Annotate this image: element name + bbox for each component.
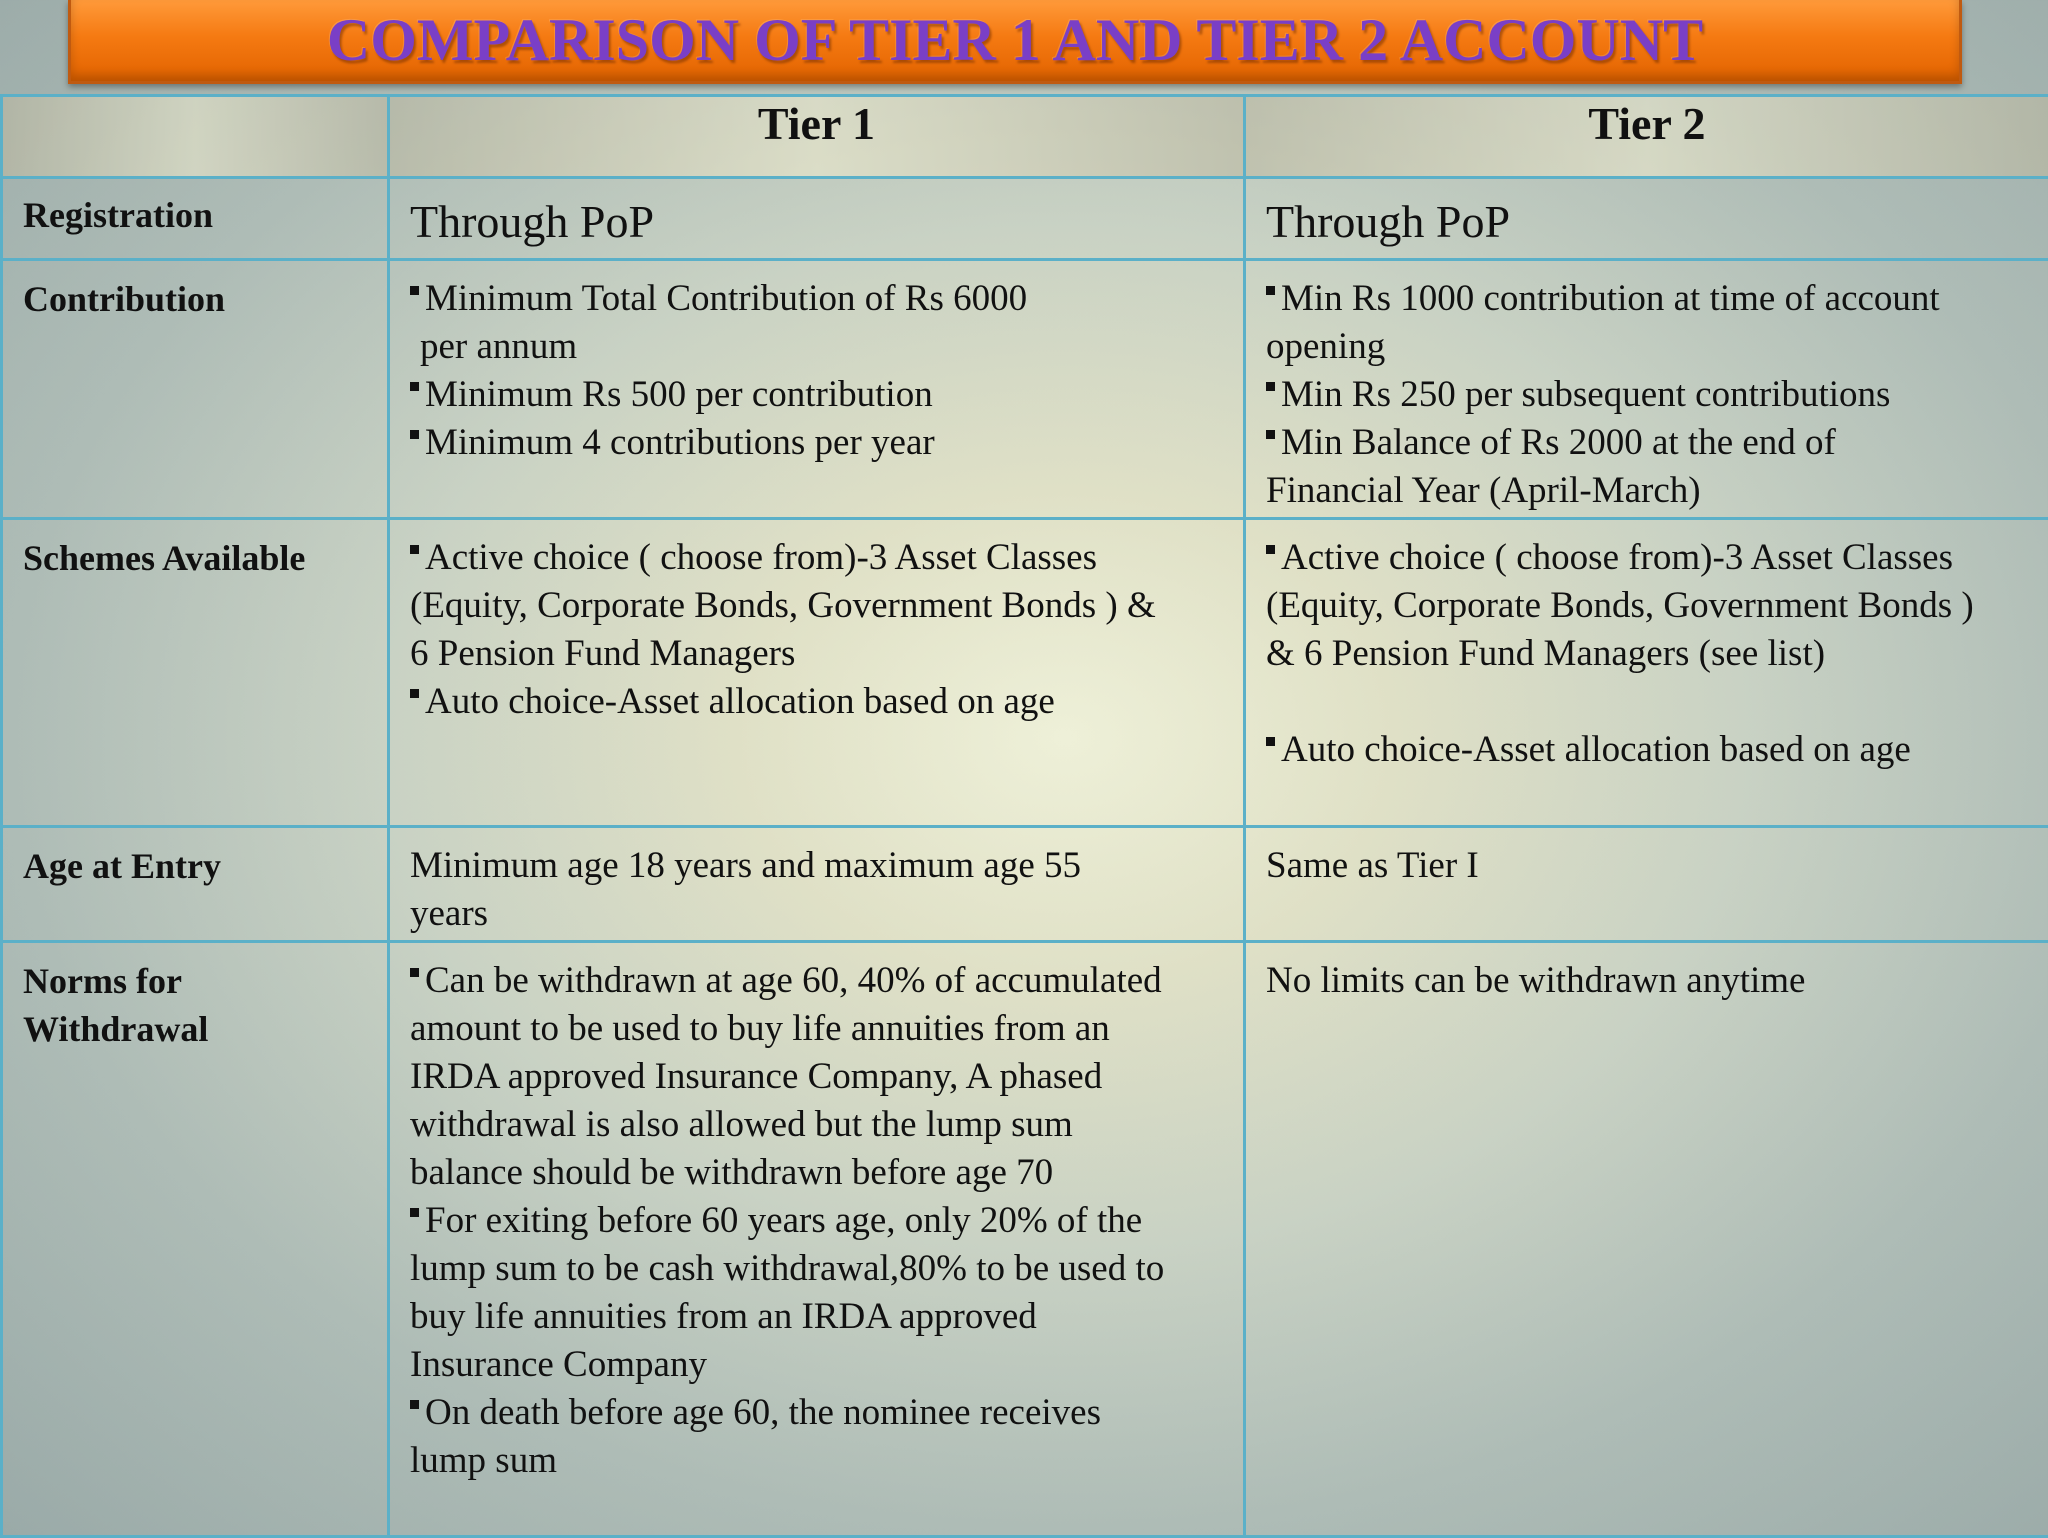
label-age-at-entry: Age at Entry	[2, 827, 389, 942]
list-item-continuation: buy life annuities from an IRDA approved	[410, 1293, 1225, 1341]
row-contribution	[2, 260, 2048, 519]
row-schemes	[2, 519, 2048, 827]
comparison-table	[0, 94, 2048, 1538]
bullet-icon	[410, 382, 419, 391]
list-item: Min Rs 1000 contribution at time of account	[1266, 275, 2030, 323]
norms-tier2: No limits can be withdrawn anytime	[1245, 942, 2048, 1537]
header-row	[2, 96, 2048, 178]
bullet-icon	[410, 689, 419, 698]
list-item-continuation: IRDA approved Insurance Company, A phased	[410, 1053, 1225, 1101]
bullet-icon	[1266, 430, 1275, 439]
list-item-continuation: & 6 Pension Fund Managers (see list)	[1266, 630, 2030, 678]
norms-tier1	[389, 942, 1245, 1537]
list-item: Active choice ( choose from)-3 Asset Classes	[410, 534, 1225, 582]
row-registration	[2, 178, 2048, 260]
list-item-continuation: (Equity, Corporate Bonds, Government Bonds )	[1266, 582, 2030, 630]
text-line: years	[410, 890, 1225, 938]
list-item: Min Balance of Rs 2000 at the end of	[1266, 419, 2030, 467]
header-empty-cell	[2, 96, 389, 178]
list-item: Minimum 4 contributions per year	[410, 419, 1225, 467]
registration-tier1: Through PoP	[389, 178, 1245, 260]
bullet-icon	[1266, 382, 1275, 391]
schemes-tier1	[389, 519, 1245, 827]
list-item-continuation: amount to be used to buy life annuities from an	[410, 1005, 1225, 1053]
bullet-icon	[410, 968, 419, 977]
label-registration: Registration	[2, 178, 389, 260]
page-title: COMPARISON OF TIER 1 AND TIER 2 ACCOUNT	[327, 10, 1703, 70]
row-age-at-entry	[2, 827, 2048, 942]
label-schemes: Schemes Available	[2, 519, 389, 827]
row-norms-withdrawal	[2, 942, 2048, 1537]
list-item-continuation: opening	[1266, 323, 2030, 371]
spacer	[1266, 678, 2030, 726]
list-item-continuation: 6 Pension Fund Managers	[410, 630, 1225, 678]
age-tier1	[389, 827, 1245, 942]
bullet-icon	[410, 1208, 419, 1217]
list-item-continuation: Insurance Company	[410, 1341, 1225, 1389]
contribution-tier2	[1245, 260, 2048, 519]
registration-tier2: Through PoP	[1245, 178, 2048, 260]
list-item-continuation: per annum	[410, 323, 1225, 371]
list-item-continuation: balance should be withdrawn before age 70	[410, 1149, 1225, 1197]
label-contribution: Contribution	[2, 260, 389, 519]
bullet-icon	[1266, 545, 1275, 554]
list-item: Minimum Rs 500 per contribution	[410, 371, 1225, 419]
bullet-icon	[410, 1400, 419, 1409]
list-item-continuation: lump sum	[410, 1437, 1225, 1485]
text-line: Minimum age 18 years and maximum age 55	[410, 842, 1225, 890]
header-tier-2: Tier 2	[1245, 96, 2048, 178]
contribution-tier1	[389, 260, 1245, 519]
list-item: Active choice ( choose from)-3 Asset Classes	[1266, 534, 2030, 582]
list-item: Can be withdrawn at age 60, 40% of accumulated	[410, 957, 1225, 1005]
age-tier2: Same as Tier I	[1245, 827, 2048, 942]
bullet-icon	[410, 545, 419, 554]
list-item: Minimum Total Contribution of Rs 6000	[410, 275, 1225, 323]
list-item-continuation: Financial Year (April-March)	[1266, 467, 2030, 515]
bullet-icon	[410, 286, 419, 295]
list-item-continuation: (Equity, Corporate Bonds, Government Bonds ) &	[410, 582, 1225, 630]
bullet-icon	[1266, 286, 1275, 295]
list-item: Auto choice-Asset allocation based on age	[1266, 726, 2030, 774]
title-banner	[68, 0, 1962, 84]
bullet-icon	[410, 430, 419, 439]
list-item: For exiting before 60 years age, only 20% of the	[410, 1197, 1225, 1245]
list-item: Min Rs 250 per subsequent contributions	[1266, 371, 2030, 419]
list-item-continuation: withdrawal is also allowed but the lump sum	[410, 1101, 1225, 1149]
list-item: On death before age 60, the nominee receives	[410, 1389, 1225, 1437]
header-tier-1: Tier 1	[389, 96, 1245, 178]
label-norms-withdrawal: Norms for Withdrawal	[2, 942, 389, 1537]
schemes-tier2	[1245, 519, 2048, 827]
list-item: Auto choice-Asset allocation based on age	[410, 678, 1225, 726]
bullet-icon	[1266, 737, 1275, 746]
list-item-continuation: lump sum to be cash withdrawal,80% to be used to	[410, 1245, 1225, 1293]
